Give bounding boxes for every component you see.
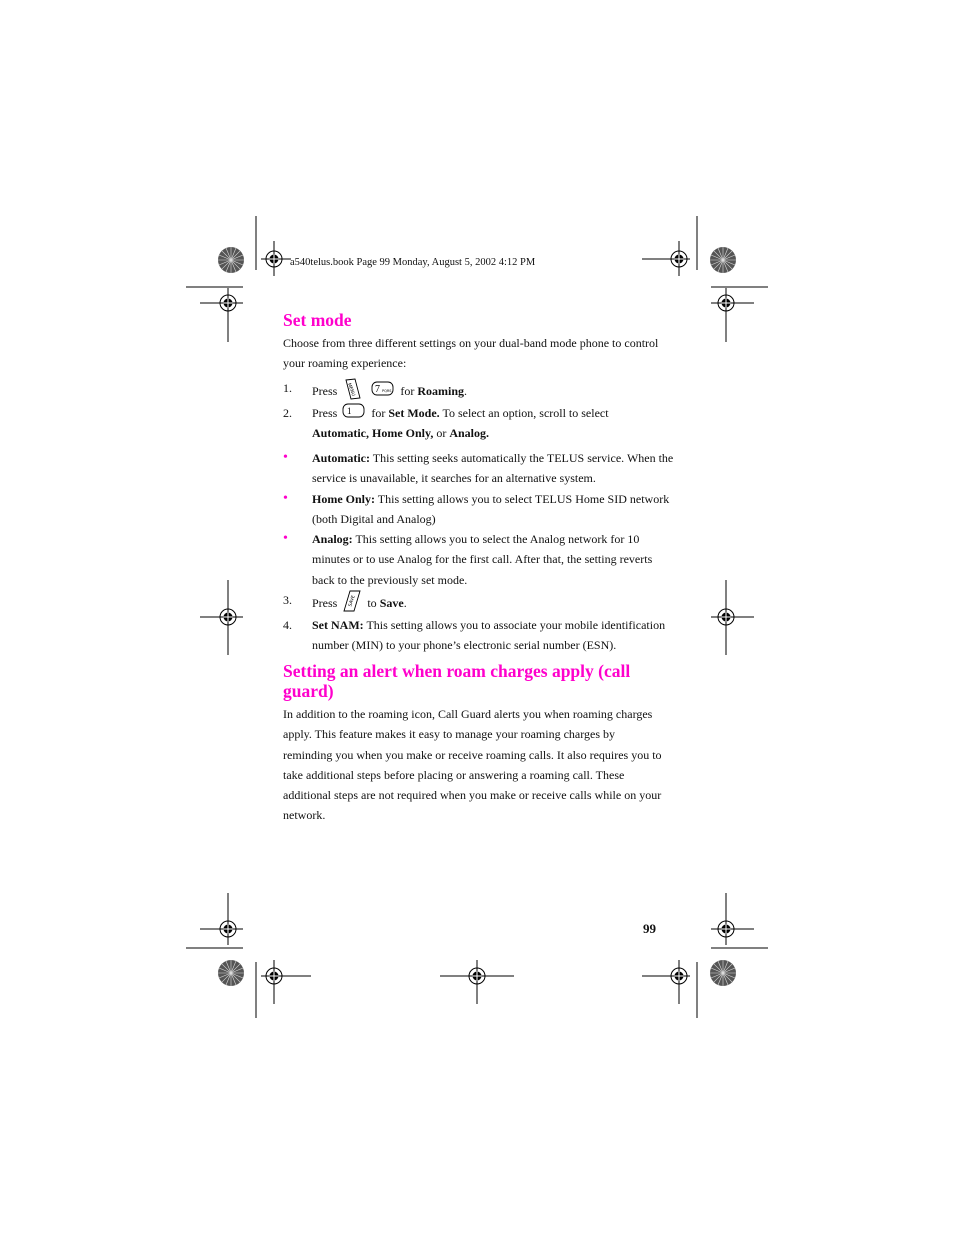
save-key-label: SAVE — [348, 594, 357, 608]
intro-line-2: your roaming experience: — [283, 356, 407, 371]
call-guard-paragraph: In addition to the roaming icon, Call Guard alerts you when roaming charges apply. This feature makes it easy to manage your roaming charges by reminding you when you make or receive roaming calls. It also requires you to take additional steps before placing or answering a roaming call. These additional steps are not required when you make or receive calls while on your network. — [283, 707, 662, 823]
key-7-number: 7 — [375, 384, 381, 395]
bullet-dot-icon: • — [283, 491, 288, 506]
key-1-number: 1 — [347, 406, 352, 417]
step-number: 3. — [283, 593, 292, 607]
target-roaming: Roaming — [417, 383, 465, 398]
bullet-dot-icon: • — [283, 531, 288, 546]
page-number: 99 — [643, 921, 656, 936]
step-number: 1. — [283, 381, 292, 395]
section-title-set-mode: Set mode — [283, 310, 352, 330]
print-header: a540telus.book Page 99 Monday, August 5, 2002 4:12 PM — [290, 257, 536, 268]
intro-line-1: Choose from three different settings on your dual-band mode phone to control — [283, 336, 659, 350]
set-mode-intro — [283, 333, 663, 374]
menu-key-label: MENU — [346, 382, 356, 398]
press-label: Press — [312, 383, 338, 398]
target-set-mode: Set Mode. — [388, 406, 440, 420]
step-number: 2. — [283, 406, 292, 420]
section-title-call-guard: Setting an alert when roam charges apply (call guard) — [283, 661, 631, 701]
bullet-dot-icon: • — [283, 450, 288, 465]
key-7-icon — [371, 381, 395, 403]
step-number: 4. — [283, 618, 292, 632]
key-1-icon — [342, 403, 366, 425]
target-save: Save — [379, 595, 404, 610]
key-7-letters: PQRS — [382, 389, 392, 393]
